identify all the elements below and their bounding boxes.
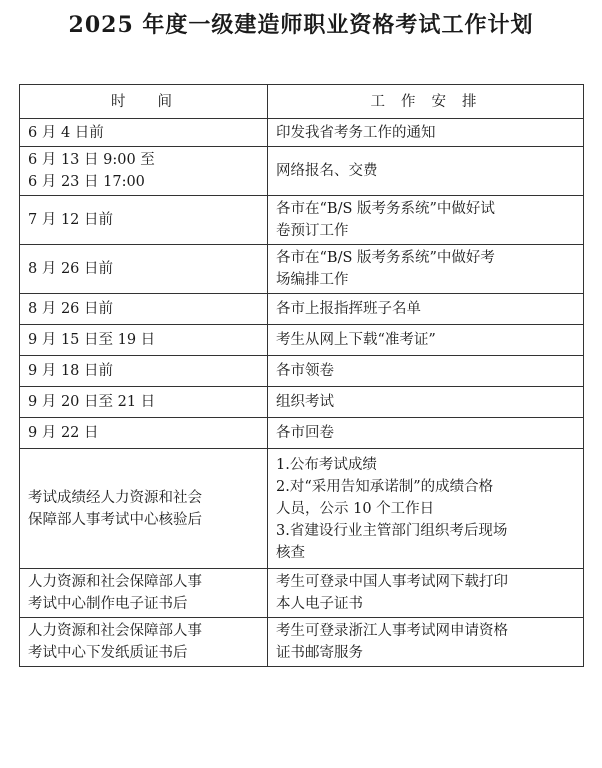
table-row bbox=[20, 569, 584, 618]
time-cell bbox=[20, 294, 268, 325]
table-row bbox=[20, 618, 584, 667]
time-cell-line: 考试成绩经人力资源和社会 bbox=[28, 489, 202, 506]
table-row bbox=[20, 449, 584, 569]
time-cell-line: 保障部人事考试中心核验后 bbox=[28, 511, 202, 528]
time-cell-line: 考试中心下发纸质证书后 bbox=[28, 645, 188, 661]
task-cell-line: 卷预订工作 bbox=[276, 223, 349, 239]
task-cell bbox=[268, 569, 584, 618]
task-cell bbox=[268, 196, 584, 245]
task-cell bbox=[268, 147, 584, 196]
task-cell-line: 各市回卷 bbox=[276, 425, 334, 441]
time-cell bbox=[20, 618, 268, 667]
time-cell bbox=[20, 245, 268, 294]
task-cell-line: 场编排工作 bbox=[276, 272, 349, 288]
time-cell-line: 8 月 26 日前 bbox=[28, 261, 114, 277]
time-cell-line: 9 月 18 日前 bbox=[28, 363, 114, 379]
time-cell-line: 9 月 22 日 bbox=[28, 425, 99, 441]
table-row bbox=[20, 119, 584, 147]
time-cell-line: 人力资源和社会保障部人事 bbox=[28, 623, 202, 639]
task-cell bbox=[268, 119, 584, 147]
time-cell-line: 6 月 13 日 9:00 至 bbox=[28, 152, 155, 168]
task-cell-line: 人员，公示 10 个工作日 bbox=[276, 500, 435, 517]
task-cell-line: 证书邮寄服务 bbox=[276, 645, 363, 661]
time-cell bbox=[20, 356, 268, 387]
time-cell bbox=[20, 449, 268, 569]
work-plan-table bbox=[19, 84, 584, 667]
table-body bbox=[20, 119, 584, 667]
task-cell-line: 核查 bbox=[276, 544, 305, 561]
time-cell-line: 6 月 4 日前 bbox=[28, 124, 104, 141]
task-cell-line: 印发我省考务工作的通知 bbox=[276, 124, 436, 141]
task-cell bbox=[268, 356, 584, 387]
task-cell-line: 2.对“采用告知承诺制”的成绩合格 bbox=[276, 478, 494, 495]
task-cell-line: 网络报名、交费 bbox=[276, 163, 378, 179]
task-cell-line: 考生从网上下载“准考证” bbox=[276, 332, 436, 348]
task-cell bbox=[268, 387, 584, 418]
table-row bbox=[20, 245, 584, 294]
task-cell-line: 本人电子证书 bbox=[276, 596, 363, 612]
task-cell-line: 3.省建设行业主管部门组织考后现场 bbox=[276, 522, 508, 539]
header-work-arrangement: 工作安排 bbox=[268, 85, 584, 119]
task-cell bbox=[268, 618, 584, 667]
time-cell-line: 考试中心制作电子证书后 bbox=[28, 596, 188, 612]
task-cell bbox=[268, 245, 584, 294]
page-title: 2025 年度一级建造师职业资格考试工作计划 bbox=[68, 12, 534, 38]
table-row bbox=[20, 147, 584, 196]
time-cell bbox=[20, 147, 268, 196]
table-row bbox=[20, 418, 584, 449]
table-row bbox=[20, 325, 584, 356]
table-row bbox=[20, 294, 584, 325]
time-cell-line: 6 月 23 日 17:00 bbox=[28, 174, 145, 190]
time-cell-line: 7 月 12 日前 bbox=[28, 212, 114, 228]
task-cell-line: 1.公布考试成绩 bbox=[276, 456, 377, 473]
time-cell bbox=[20, 325, 268, 356]
table-row bbox=[20, 196, 584, 245]
time-cell-line: 人力资源和社会保障部人事 bbox=[28, 574, 202, 590]
task-cell-line: 组织考试 bbox=[276, 394, 334, 410]
header-time: 时间 bbox=[20, 85, 268, 119]
task-cell-line: 各市领卷 bbox=[276, 363, 334, 379]
time-cell bbox=[20, 387, 268, 418]
task-cell-line: 考生可登录中国人事考试网下载打印 bbox=[276, 574, 508, 590]
table-header-row bbox=[20, 85, 584, 119]
task-cell-line: 各市在“B/S 版考务系统”中做好试 bbox=[276, 201, 495, 217]
time-cell-line: 9 月 15 日至 19 日 bbox=[28, 332, 156, 348]
time-cell bbox=[20, 196, 268, 245]
task-cell bbox=[268, 325, 584, 356]
task-cell-line: 考生可登录浙江人事考试网申请资格 bbox=[276, 623, 508, 639]
task-cell bbox=[268, 449, 584, 569]
time-cell bbox=[20, 119, 268, 147]
time-cell-line: 8 月 26 日前 bbox=[28, 301, 114, 317]
table-row bbox=[20, 387, 584, 418]
task-cell-line: 各市在“B/S 版考务系统”中做好考 bbox=[276, 250, 495, 266]
task-cell bbox=[268, 418, 584, 449]
task-cell bbox=[268, 294, 584, 325]
table-row bbox=[20, 356, 584, 387]
time-cell-line: 9 月 20 日至 21 日 bbox=[28, 394, 156, 410]
task-cell-line: 各市上报指挥班子名单 bbox=[276, 301, 421, 317]
time-cell bbox=[20, 418, 268, 449]
time-cell bbox=[20, 569, 268, 618]
